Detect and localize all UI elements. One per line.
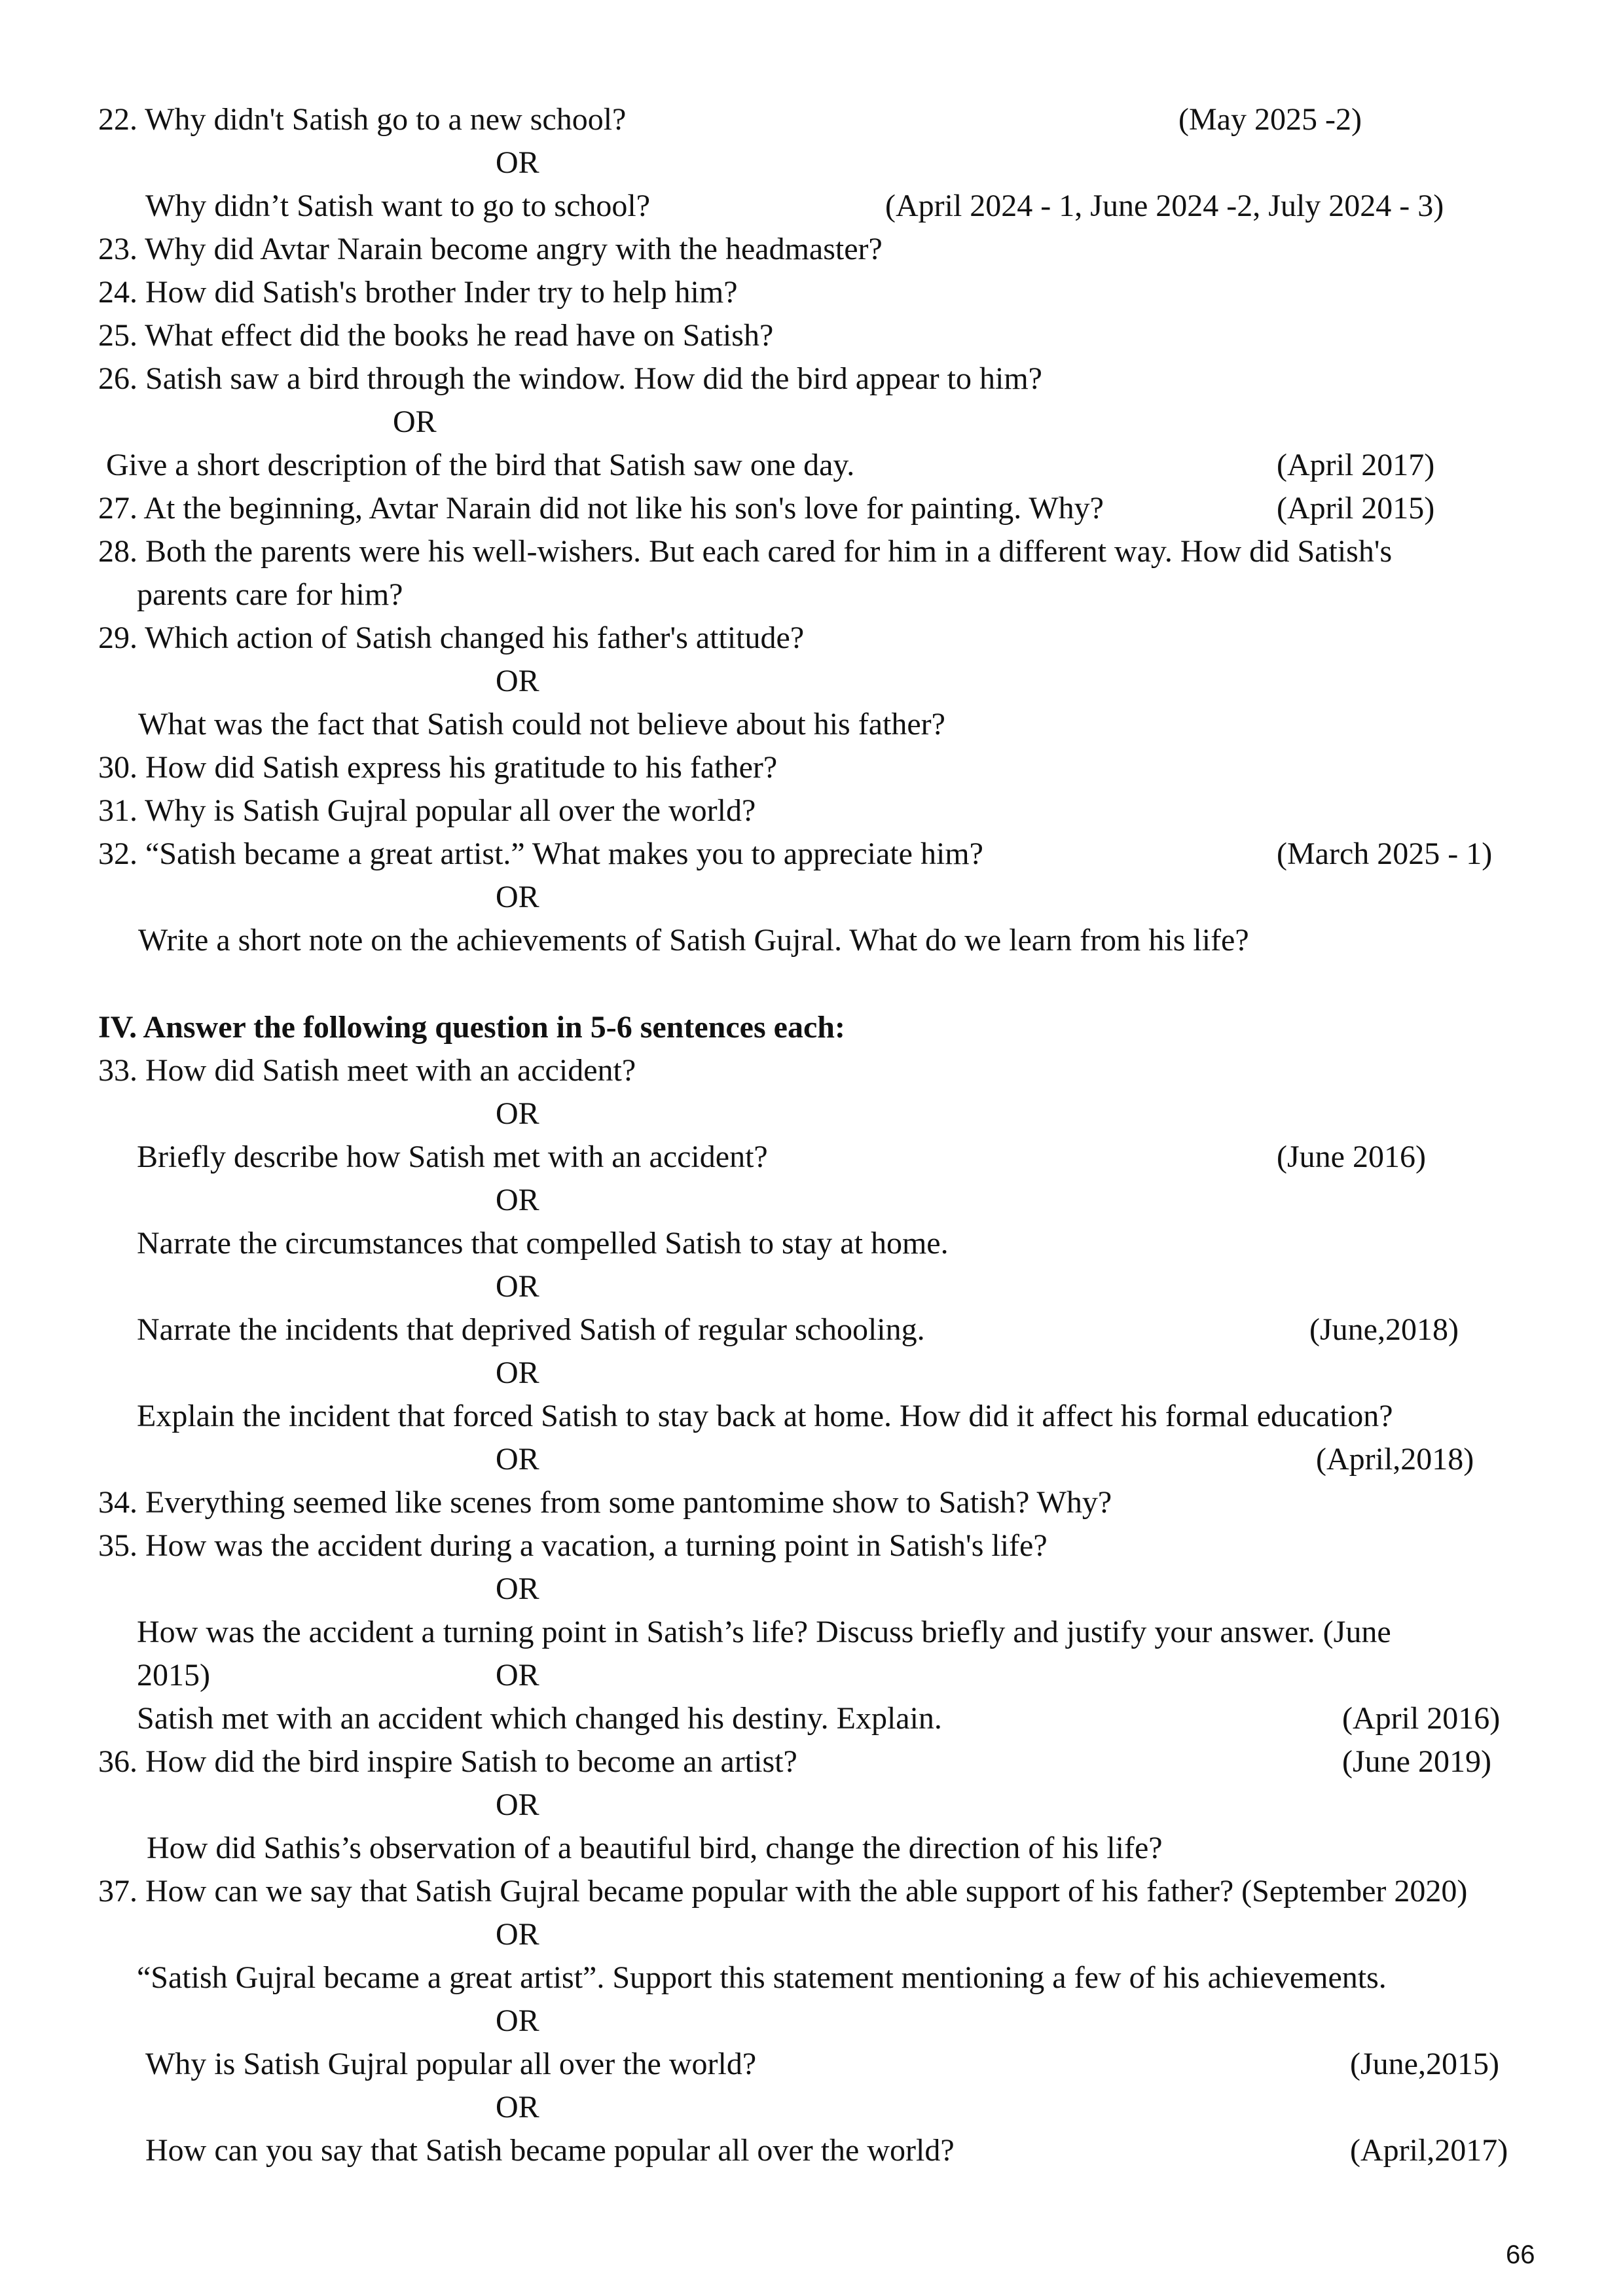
question-text: Satish met with an accident which changed his destiny. Explain. [137, 1701, 942, 1736]
exam-reference: (April 2017) [1277, 448, 1435, 482]
question-text: 24. How did Satish's brother Inder try to help him? [98, 275, 738, 310]
question-37-line [0, 1870, 1623, 1913]
or-separator: OR [393, 404, 437, 439]
alternate-question-line [0, 444, 1623, 487]
or-line [0, 1352, 1623, 1395]
alternate-question-continuation [0, 1654, 1623, 1697]
question-32-line [0, 833, 1623, 876]
question-text: 34. Everything seemed like scenes from some pantomime show to Satish? Why? [98, 1485, 1112, 1520]
or-separator: OR [496, 145, 539, 180]
question-text: 2015) [137, 1658, 210, 1693]
question-text: How did Sathis’s observation of a beautiful bird, change the direction of his life? [147, 1831, 1163, 1865]
or-line [0, 141, 1623, 185]
question-27-line [0, 487, 1623, 530]
or-line [0, 1179, 1623, 1222]
or-separator: OR [496, 1269, 539, 1304]
exam-reference: (June,2015) [1350, 2047, 1499, 2081]
alternate-question-line [0, 1827, 1623, 1870]
question-text: 32. “Satish became a great artist.” What makes you to appreciate him? [98, 836, 983, 871]
question-30-line [0, 746, 1623, 789]
alternate-question-line [0, 1611, 1623, 1654]
alternate-question-line [0, 2043, 1623, 2086]
question-text: 26. Satish saw a bird through the window. How did the bird appear to him? [98, 361, 1042, 396]
question-28-line [0, 530, 1623, 573]
question-text: Narrate the circumstances that compelled Satish to stay at home. [137, 1226, 949, 1261]
page-number: 66 [1506, 2240, 1535, 2269]
exam-reference: (June 2016) [1277, 1139, 1426, 1174]
alternate-question-line [0, 1308, 1623, 1352]
or-separator: OR [496, 664, 539, 698]
question-text: parents care for him? [137, 577, 403, 612]
question-text: 27. At the beginning, Avtar Narain did not like his son's love for painting. Why? [98, 491, 1104, 526]
or-separator: OR [496, 2090, 539, 2125]
question-23-line [0, 228, 1623, 271]
question-26-line [0, 357, 1623, 401]
alternate-question-line [0, 2129, 1623, 2172]
question-text: 29. Which action of Satish changed his father's attitude? [98, 620, 805, 655]
or-line [0, 2000, 1623, 2043]
alternate-question-line [0, 185, 1623, 228]
question-text: Briefly describe how Satish met with an accident? [137, 1139, 768, 1174]
alternate-question-line [0, 1136, 1623, 1179]
question-text: 36. How did the bird inspire Satish to become an artist? [98, 1744, 797, 1779]
exam-reference: (June,2018) [1309, 1312, 1459, 1347]
question-35-line [0, 1524, 1623, 1568]
or-line [0, 401, 1623, 444]
question-text: “Satish Gujral became a great artist”. Support this statement mentioning a few of his achievements. [137, 1960, 1387, 1995]
question-text: 23. Why did Avtar Narain become angry with the headmaster? [98, 232, 883, 266]
or-line [0, 660, 1623, 703]
question-29-line [0, 617, 1623, 660]
alternate-question-line [0, 1956, 1623, 2000]
exam-reference: (June 2019) [1342, 1744, 1491, 1779]
question-24-line [0, 271, 1623, 314]
or-line [0, 1265, 1623, 1308]
question-36-line [0, 1740, 1623, 1784]
or-separator: OR [496, 1917, 539, 1952]
or-separator: OR [496, 1355, 539, 1390]
question-33-line [0, 1049, 1623, 1092]
question-text: 31. Why is Satish Gujral popular all over the world? [98, 793, 756, 828]
question-text: Explain the incident that forced Satish to stay back at home. How did it affect his formal education? [137, 1399, 1393, 1433]
or-line [0, 1913, 1623, 1956]
or-separator: OR [496, 1787, 539, 1822]
question-31-line [0, 789, 1623, 833]
question-text: Give a short description of the bird that Satish saw one day. [106, 448, 855, 482]
question-text: 35. How was the accident during a vacation, a turning point in Satish's life? [98, 1528, 1048, 1563]
exam-reference: (April 2015) [1277, 491, 1435, 526]
or-line [0, 1092, 1623, 1136]
question-25-line [0, 314, 1623, 357]
question-text: 33. How did Satish meet with an accident? [98, 1053, 636, 1088]
section-heading [0, 1006, 1623, 1049]
question-text: 25. What effect did the books he read have on Satish? [98, 318, 774, 353]
alternate-question-line [0, 703, 1623, 746]
or-line [0, 2086, 1623, 2129]
section-iv-title: IV. Answer the following question in 5-6 sentences each: [98, 1010, 845, 1045]
or-separator: OR [496, 880, 539, 914]
alternate-question-line [0, 1697, 1623, 1740]
alternate-question-line [0, 1222, 1623, 1265]
question-text: 22. Why didn't Satish go to a new school? [98, 102, 627, 137]
exam-reference: (April 2016) [1342, 1701, 1501, 1736]
question-text: 30. How did Satish express his gratitude to his father? [98, 750, 778, 785]
question-text: Narrate the incidents that deprived Satish of regular schooling. [137, 1312, 925, 1347]
alternate-question-line [0, 1395, 1623, 1438]
question-text: How can you say that Satish became popular all over the world? [145, 2133, 955, 2168]
or-separator: OR [496, 1096, 539, 1131]
or-separator: OR [496, 1658, 539, 1693]
question-28-continuation [0, 573, 1623, 617]
question-text: Why didn’t Satish want to go to school? [145, 188, 651, 223]
question-text: Why is Satish Gujral popular all over the world? [145, 2047, 757, 2081]
or-separator: OR [496, 1571, 539, 1606]
question-text: 37. How can we say that Satish Gujral became popular with the able support of his father? (September 2020) [98, 1874, 1468, 1909]
exam-reference: (April,2017) [1350, 2133, 1508, 2168]
exam-reference: (May 2025 -2) [1178, 102, 1362, 137]
or-line [0, 1438, 1623, 1481]
exam-reference: (March 2025 - 1) [1277, 836, 1493, 871]
question-22-line [0, 98, 1623, 141]
question-text: Write a short note on the achievements of Satish Gujral. What do we learn from his life? [138, 923, 1249, 958]
or-line [0, 876, 1623, 919]
alternate-question-line [0, 919, 1623, 962]
question-34-line [0, 1481, 1623, 1524]
or-line [0, 1784, 1623, 1827]
or-separator: OR [496, 1442, 539, 1477]
question-text: 28. Both the parents were his well-wishers. But each cared for him in a different way. How did Satish's [98, 534, 1393, 569]
exam-reference: (April 2024 - 1, June 2024 -2, July 2024 - 3) [885, 188, 1444, 223]
or-separator: OR [496, 1183, 539, 1217]
question-text: What was the fact that Satish could not believe about his father? [138, 707, 945, 742]
or-separator: OR [496, 2003, 539, 2038]
exam-reference: (April,2018) [1316, 1442, 1474, 1477]
or-line [0, 1568, 1623, 1611]
question-text: How was the accident a turning point in Satish’s life? Discuss briefly and justify your answer. (June [137, 1615, 1391, 1649]
